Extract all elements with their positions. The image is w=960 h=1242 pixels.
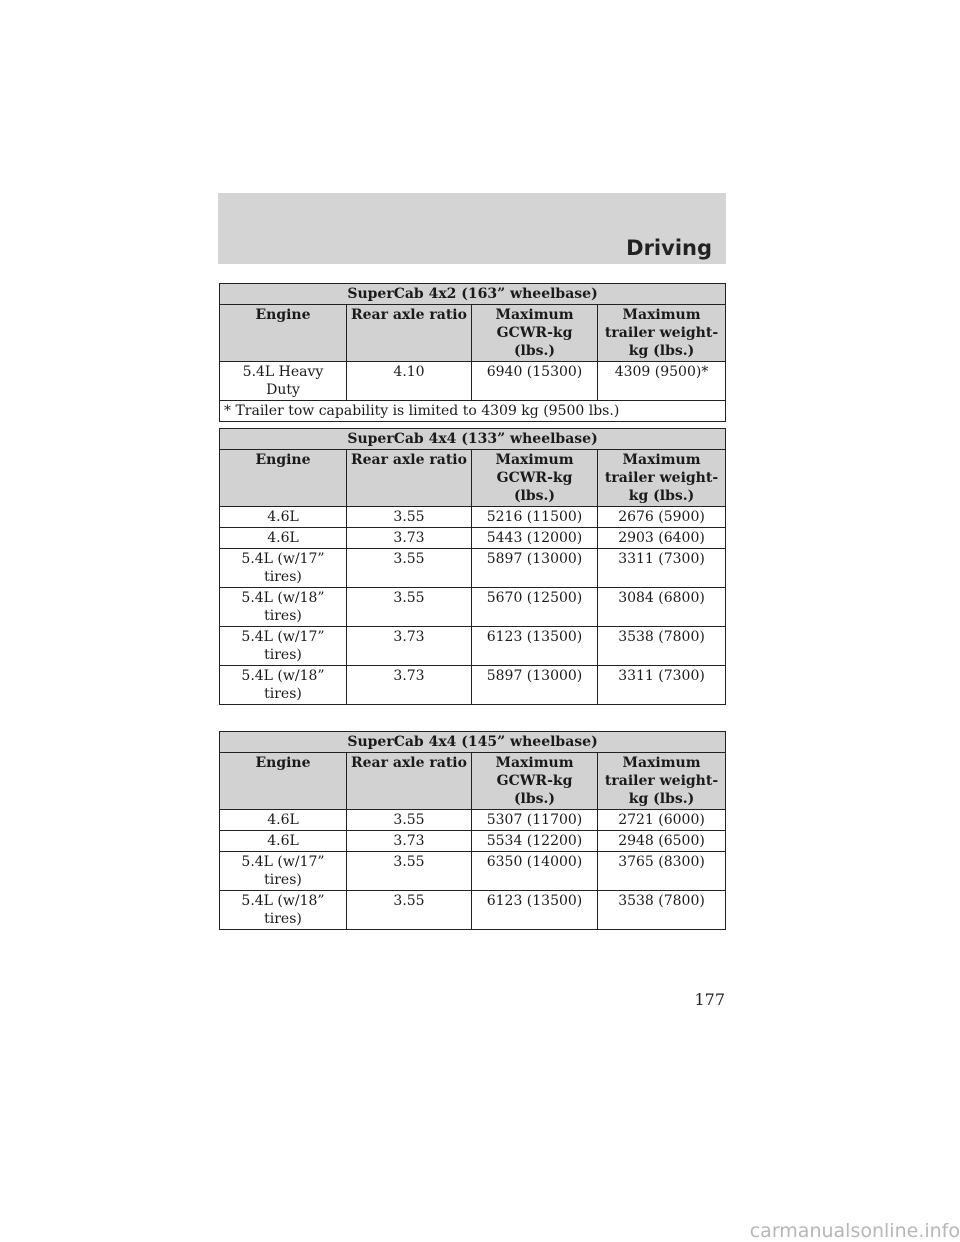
cell-trailer-weight: 3084 (6800) [598,588,726,627]
cell-trailer-weight: 3311 (7300) [598,666,726,705]
cell-trailer-weight: 3311 (7300) [598,549,726,588]
header-engine: Engine [220,753,347,810]
towing-table-4x4-133 [219,428,726,705]
cell-axle-ratio: 3.55 [347,810,472,831]
cell-engine: 4.6L [220,831,347,852]
cell-engine: 4.6L [220,810,347,831]
header-engine: Engine [220,450,347,507]
cell-trailer-weight: 2948 (6500) [598,831,726,852]
table-row [220,666,726,705]
cell-axle-ratio: 4.10 [347,362,472,401]
cell-axle-ratio: 3.73 [347,831,472,852]
cell-trailer-weight: 2676 (5900) [598,507,726,528]
cell-gcwr: 6940 (15300) [472,362,598,401]
header-axle-ratio: Rear axle ratio [347,450,472,507]
table-row [220,852,726,891]
header-gcwr: Maximum GCWR-kg (lbs.) [472,450,598,507]
cell-gcwr: 6123 (13500) [472,627,598,666]
table-row [220,810,726,831]
cell-engine: 5.4L (w/18” tires) [220,588,347,627]
cell-trailer-weight: 2721 (6000) [598,810,726,831]
section-header-band [218,193,726,264]
cell-gcwr: 5897 (13000) [472,549,598,588]
table-row [220,627,726,666]
header-gcwr: Maximum GCWR-kg (lbs.) [472,305,598,362]
cell-gcwr: 5216 (11500) [472,507,598,528]
cell-axle-ratio: 3.55 [347,891,472,930]
cell-engine: 5.4L (w/17” tires) [220,852,347,891]
header-gcwr: Maximum GCWR-kg (lbs.) [472,753,598,810]
table-row [220,528,726,549]
towing-table-4x2-163 [219,283,726,422]
cell-gcwr: 6123 (13500) [472,891,598,930]
cell-engine: 5.4L (w/18” tires) [220,891,347,930]
header-trailer-weight: Maximum trailer weight-kg (lbs.) [598,753,726,810]
table-row [220,549,726,588]
header-axle-ratio: Rear axle ratio [347,305,472,362]
table-row [220,588,726,627]
towing-table-4x4-145 [219,731,726,930]
cell-trailer-weight: 3765 (8300) [598,852,726,891]
cell-trailer-weight: 3538 (7800) [598,891,726,930]
table-title: SuperCab 4x2 (163” wheelbase) [220,284,726,305]
cell-engine: 5.4L (w/17” tires) [220,627,347,666]
header-axle-ratio: Rear axle ratio [347,753,472,810]
cell-gcwr: 5897 (13000) [472,666,598,705]
header-trailer-weight: Maximum trailer weight-kg (lbs.) [598,450,726,507]
header-trailer-weight: Maximum trailer weight-kg (lbs.) [598,305,726,362]
page-number: 177 [694,990,725,1009]
cell-axle-ratio: 3.55 [347,588,472,627]
cell-engine: 4.6L [220,507,347,528]
section-title: Driving [626,236,712,260]
cell-axle-ratio: 3.73 [347,528,472,549]
cell-engine: 5.4L (w/18” tires) [220,666,347,705]
cell-axle-ratio: 3.73 [347,627,472,666]
cell-gcwr: 6350 (14000) [472,852,598,891]
cell-gcwr: 5534 (12200) [472,831,598,852]
cell-trailer-weight: 3538 (7800) [598,627,726,666]
cell-trailer-weight: 2903 (6400) [598,528,726,549]
cell-engine: 4.6L [220,528,347,549]
cell-engine: 5.4L (w/17” tires) [220,549,347,588]
table-row [220,891,726,930]
table-footnote: * Trailer tow capability is limited to 4309 kg (9500 lbs.) [220,401,726,422]
cell-engine: 5.4L Heavy Duty [220,362,347,401]
cell-axle-ratio: 3.73 [347,666,472,705]
cell-gcwr: 5443 (12000) [472,528,598,549]
cell-trailer-weight: 4309 (9500)* [598,362,726,401]
watermark-link[interactable]: carmanualsonline.info [749,1220,960,1242]
table-row [220,362,726,401]
cell-axle-ratio: 3.55 [347,549,472,588]
table-row [220,831,726,852]
table-title: SuperCab 4x4 (145” wheelbase) [220,732,726,753]
table-row [220,507,726,528]
table-title: SuperCab 4x4 (133” wheelbase) [220,429,726,450]
cell-axle-ratio: 3.55 [347,852,472,891]
cell-axle-ratio: 3.55 [347,507,472,528]
cell-gcwr: 5307 (11700) [472,810,598,831]
cell-gcwr: 5670 (12500) [472,588,598,627]
header-engine: Engine [220,305,347,362]
